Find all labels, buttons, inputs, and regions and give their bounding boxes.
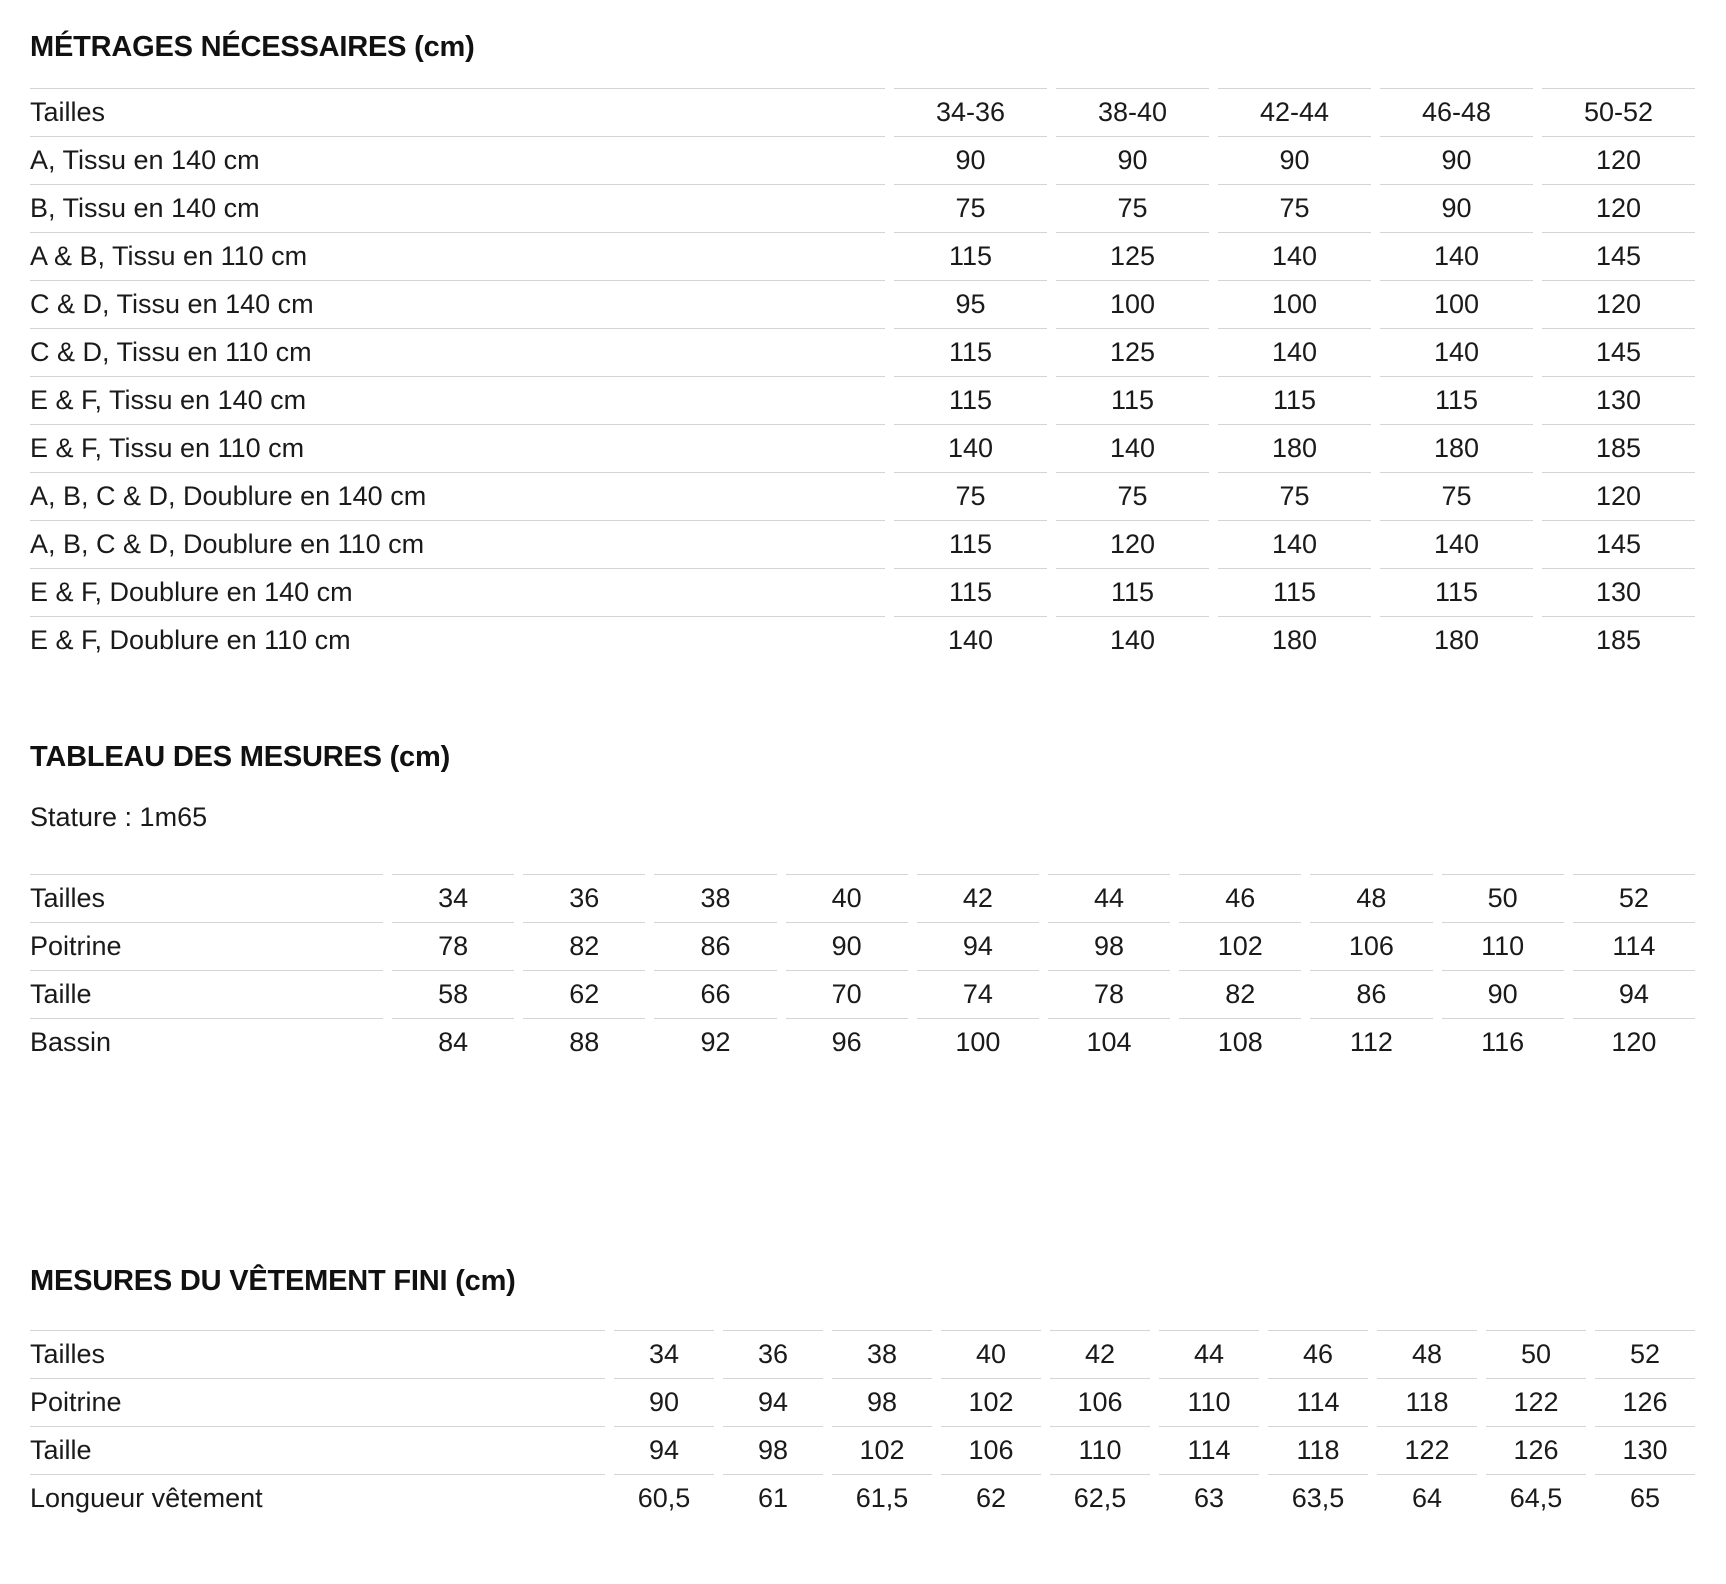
row-label: C & D, Tissu en 110 cm <box>30 328 885 376</box>
measurement-cell: 75 <box>1218 184 1371 232</box>
size-column-header: 50 <box>1486 1330 1586 1378</box>
measurement-cell: 98 <box>723 1426 823 1474</box>
measurement-cell: 106 <box>941 1426 1041 1474</box>
measurement-cell: 118 <box>1377 1378 1477 1426</box>
row-label: E & F, Doublure en 140 cm <box>30 568 885 616</box>
row-label: Poitrine <box>30 1378 605 1426</box>
measurement-cell: 82 <box>523 922 645 970</box>
measurement-cell: 115 <box>894 520 1047 568</box>
measurement-cell: 61 <box>723 1474 823 1522</box>
measurement-cell: 102 <box>832 1426 932 1474</box>
table-row <box>30 136 1695 184</box>
measurement-cell: 140 <box>1380 328 1533 376</box>
measurement-cell: 64,5 <box>1486 1474 1586 1522</box>
measurement-cell: 75 <box>1056 184 1209 232</box>
vetement-fini-table <box>21 1330 1704 1522</box>
measurement-cell: 114 <box>1573 922 1695 970</box>
size-column-header: 42 <box>1050 1330 1150 1378</box>
measurement-cell: 74 <box>917 970 1039 1018</box>
measurement-cell: 98 <box>832 1378 932 1426</box>
measurement-cell: 140 <box>1218 232 1371 280</box>
measurement-cell: 90 <box>614 1378 714 1426</box>
size-column-header: 34 <box>614 1330 714 1378</box>
size-column-header: 44 <box>1048 874 1170 922</box>
measurement-cell: 75 <box>1056 472 1209 520</box>
measurement-cell: 110 <box>1050 1426 1150 1474</box>
measurement-cell: 115 <box>894 328 1047 376</box>
size-column-header: 38-40 <box>1056 88 1209 136</box>
size-column-header: 40 <box>941 1330 1041 1378</box>
measurement-cell: 115 <box>1056 376 1209 424</box>
row-label: Taille <box>30 970 383 1018</box>
measurement-cell: 115 <box>1218 568 1371 616</box>
measurement-cell: 96 <box>786 1018 908 1066</box>
size-header-row <box>30 874 1695 922</box>
measurement-cell: 94 <box>1573 970 1695 1018</box>
row-label: A, B, C & D, Doublure en 140 cm <box>30 472 885 520</box>
measurement-cell: 63,5 <box>1268 1474 1368 1522</box>
measurement-cell: 110 <box>1442 922 1564 970</box>
size-column-header: 50 <box>1442 874 1564 922</box>
row-label: C & D, Tissu en 140 cm <box>30 280 885 328</box>
measurement-cell: 90 <box>1218 136 1371 184</box>
measurement-cell: 90 <box>1056 136 1209 184</box>
measurement-cell: 86 <box>654 922 776 970</box>
measurement-cell: 78 <box>1048 970 1170 1018</box>
row-label: Poitrine <box>30 922 383 970</box>
measurement-cell: 90 <box>786 922 908 970</box>
size-column-header: 48 <box>1310 874 1432 922</box>
measurement-cell: 95 <box>894 280 1047 328</box>
measurement-cell: 120 <box>1542 280 1695 328</box>
size-column-header: 48 <box>1377 1330 1477 1378</box>
measurement-cell: 120 <box>1056 520 1209 568</box>
measurement-cell: 84 <box>392 1018 514 1066</box>
size-header-row <box>30 1330 1695 1378</box>
measurement-cell: 140 <box>1380 520 1533 568</box>
measurement-cell: 180 <box>1380 616 1533 664</box>
size-column-header: 52 <box>1595 1330 1695 1378</box>
measurement-cell: 125 <box>1056 328 1209 376</box>
measurement-cell: 82 <box>1179 970 1301 1018</box>
section-tableau-des-mesures <box>30 740 1695 1066</box>
size-column-header: 36 <box>523 874 645 922</box>
table-row <box>30 280 1695 328</box>
measurement-cell: 140 <box>1056 424 1209 472</box>
row-label: Taille <box>30 1426 605 1474</box>
row-label-tailles: Tailles <box>30 88 885 136</box>
table-row <box>30 472 1695 520</box>
measurement-cell: 115 <box>1380 376 1533 424</box>
measurement-cell: 122 <box>1486 1378 1586 1426</box>
metrages-table <box>21 88 1704 664</box>
row-label: Bassin <box>30 1018 383 1066</box>
table-row <box>30 568 1695 616</box>
measurement-cell: 185 <box>1542 616 1695 664</box>
size-column-header: 42 <box>917 874 1039 922</box>
measurement-cell: 116 <box>1442 1018 1564 1066</box>
table-row <box>30 1378 1695 1426</box>
measurement-cell: 145 <box>1542 520 1695 568</box>
measurement-cell: 114 <box>1159 1426 1259 1474</box>
measurement-cell: 75 <box>894 472 1047 520</box>
measurement-cell: 62,5 <box>1050 1474 1150 1522</box>
measurement-cell: 58 <box>392 970 514 1018</box>
measurement-cell: 145 <box>1542 328 1695 376</box>
measurement-cell: 86 <box>1310 970 1432 1018</box>
table-row <box>30 328 1695 376</box>
measurement-cell: 140 <box>1380 232 1533 280</box>
row-label: E & F, Tissu en 140 cm <box>30 376 885 424</box>
mesures-table <box>21 874 1704 1066</box>
measurement-cell: 126 <box>1486 1426 1586 1474</box>
measurement-cell: 130 <box>1542 568 1695 616</box>
measurement-cell: 90 <box>1380 136 1533 184</box>
section-title-metrages: MÉTRAGES NÉCESSAIRES (cm) <box>30 31 475 63</box>
measurement-cell: 115 <box>1380 568 1533 616</box>
measurement-cell: 180 <box>1218 424 1371 472</box>
measurement-cell: 90 <box>1442 970 1564 1018</box>
measurement-cell: 120 <box>1542 136 1695 184</box>
section-title-vetement-fini: MESURES DU VÊTEMENT FINI (cm) <box>30 1265 516 1297</box>
measurement-cell: 110 <box>1159 1378 1259 1426</box>
measurement-cell: 145 <box>1542 232 1695 280</box>
table-row <box>30 232 1695 280</box>
row-label: A, B, C & D, Doublure en 110 cm <box>30 520 885 568</box>
size-column-header: 38 <box>832 1330 932 1378</box>
size-column-header: 46 <box>1268 1330 1368 1378</box>
table-row <box>30 1474 1695 1522</box>
size-column-header: 34 <box>392 874 514 922</box>
table-row <box>30 520 1695 568</box>
size-column-header: 34-36 <box>894 88 1047 136</box>
row-label-tailles: Tailles <box>30 874 383 922</box>
row-label: B, Tissu en 140 cm <box>30 184 885 232</box>
size-column-header: 44 <box>1159 1330 1259 1378</box>
measurement-cell: 125 <box>1056 232 1209 280</box>
measurement-cell: 120 <box>1573 1018 1695 1066</box>
measurement-cell: 114 <box>1268 1378 1368 1426</box>
measurement-cell: 102 <box>1179 922 1301 970</box>
measurement-cell: 62 <box>523 970 645 1018</box>
measurement-cell: 115 <box>1056 568 1209 616</box>
measurement-cell: 115 <box>894 568 1047 616</box>
measurement-cell: 102 <box>941 1378 1041 1426</box>
measurement-cell: 140 <box>894 616 1047 664</box>
size-column-header: 46 <box>1179 874 1301 922</box>
stature-note: Stature : 1m65 <box>30 802 208 832</box>
measurement-cell: 98 <box>1048 922 1170 970</box>
measurement-cell: 120 <box>1542 184 1695 232</box>
measurement-cell: 90 <box>894 136 1047 184</box>
row-label: Longueur vêtement <box>30 1474 605 1522</box>
measurement-cell: 88 <box>523 1018 645 1066</box>
table-row <box>30 184 1695 232</box>
measurement-cell: 122 <box>1377 1426 1477 1474</box>
measurement-cell: 75 <box>1218 472 1371 520</box>
measurement-cell: 94 <box>917 922 1039 970</box>
row-label: E & F, Tissu en 110 cm <box>30 424 885 472</box>
measurement-cell: 108 <box>1179 1018 1301 1066</box>
measurement-cell: 106 <box>1050 1378 1150 1426</box>
row-label: A & B, Tissu en 110 cm <box>30 232 885 280</box>
measurement-cell: 130 <box>1595 1426 1695 1474</box>
measurement-cell: 104 <box>1048 1018 1170 1066</box>
size-header-row <box>30 88 1695 136</box>
size-column-header: 52 <box>1573 874 1695 922</box>
table-row <box>30 922 1695 970</box>
size-column-header: 42-44 <box>1218 88 1371 136</box>
measurement-cell: 100 <box>1218 280 1371 328</box>
measurement-cell: 120 <box>1542 472 1695 520</box>
measurement-cell: 180 <box>1218 616 1371 664</box>
size-column-header: 50-52 <box>1542 88 1695 136</box>
measurement-cell: 130 <box>1542 376 1695 424</box>
section-title-mesures: TABLEAU DES MESURES (cm) <box>30 741 451 773</box>
size-column-header: 38 <box>654 874 776 922</box>
measurement-cell: 100 <box>917 1018 1039 1066</box>
measurement-cell: 63 <box>1159 1474 1259 1522</box>
table-row <box>30 424 1695 472</box>
measurement-cell: 90 <box>1380 184 1533 232</box>
table-row <box>30 376 1695 424</box>
row-label: E & F, Doublure en 110 cm <box>30 616 885 664</box>
measurement-cell: 140 <box>1218 328 1371 376</box>
measurement-cell: 78 <box>392 922 514 970</box>
measurement-cell: 140 <box>894 424 1047 472</box>
measurement-cell: 140 <box>1056 616 1209 664</box>
measurement-cell: 66 <box>654 970 776 1018</box>
measurement-cell: 115 <box>894 232 1047 280</box>
measurement-cell: 185 <box>1542 424 1695 472</box>
section-mesures-vetement-fini <box>30 1264 1695 1522</box>
measurement-cell: 62 <box>941 1474 1041 1522</box>
size-column-header: 46-48 <box>1380 88 1533 136</box>
measurement-cell: 112 <box>1310 1018 1432 1066</box>
measurement-cell: 60,5 <box>614 1474 714 1522</box>
table-row <box>30 970 1695 1018</box>
measurement-cell: 61,5 <box>832 1474 932 1522</box>
section-metrages-necessaires <box>30 30 1695 664</box>
table-row <box>30 1426 1695 1474</box>
measurement-cell: 115 <box>894 376 1047 424</box>
measurement-cell: 180 <box>1380 424 1533 472</box>
measurement-cell: 115 <box>1218 376 1371 424</box>
measurement-cell: 65 <box>1595 1474 1695 1522</box>
measurement-cell: 100 <box>1056 280 1209 328</box>
measurement-cell: 100 <box>1380 280 1533 328</box>
table-row <box>30 1018 1695 1066</box>
size-column-header: 36 <box>723 1330 823 1378</box>
row-label: A, Tissu en 140 cm <box>30 136 885 184</box>
measurement-cell: 75 <box>1380 472 1533 520</box>
measurement-cell: 126 <box>1595 1378 1695 1426</box>
measurement-cell: 94 <box>614 1426 714 1474</box>
measurement-cell: 118 <box>1268 1426 1368 1474</box>
row-label-tailles: Tailles <box>30 1330 605 1378</box>
measurement-cell: 75 <box>894 184 1047 232</box>
measurement-cell: 106 <box>1310 922 1432 970</box>
measurement-cell: 70 <box>786 970 908 1018</box>
measurement-cell: 64 <box>1377 1474 1477 1522</box>
measurement-cell: 140 <box>1218 520 1371 568</box>
measurement-cell: 94 <box>723 1378 823 1426</box>
size-column-header: 40 <box>786 874 908 922</box>
measurement-cell: 92 <box>654 1018 776 1066</box>
table-row <box>30 616 1695 664</box>
